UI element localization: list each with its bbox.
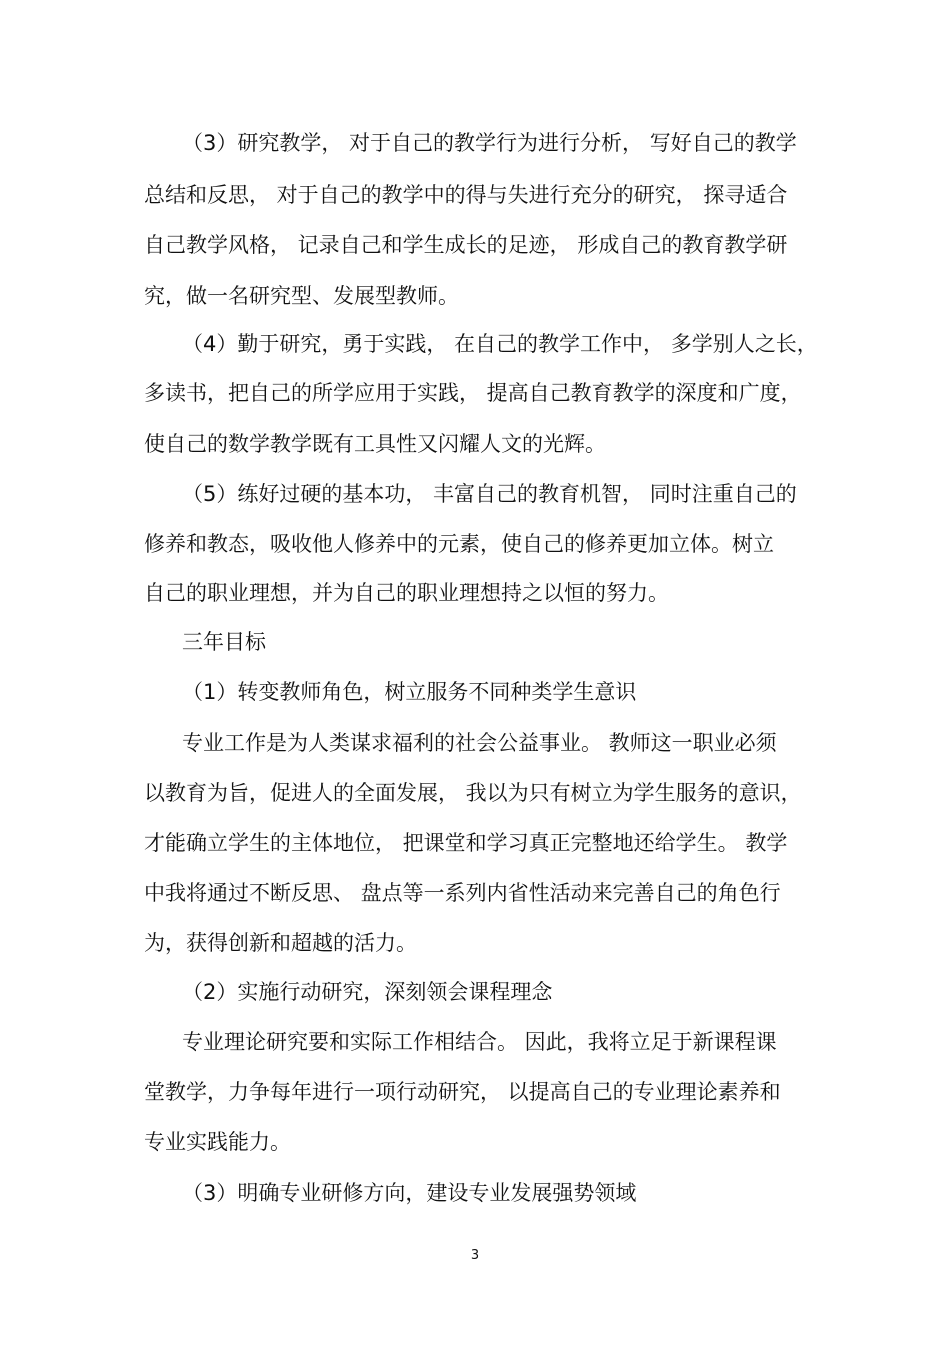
text-line: （3）研究教学， 对于自己的教学行为进行分析， 写好自己的教学	[182, 131, 797, 155]
text-line: 总结和反思， 对于自己的教学中的得与失进行充分的研究， 探寻适合	[144, 183, 788, 207]
text-line: 专业实践能力。	[144, 1130, 291, 1154]
page-number: 3	[470, 1248, 480, 1263]
subsection-heading: （1）转变教师角色，树立服务不同种类学生意识	[182, 680, 637, 704]
text-line: 修养和教态，吸收他人修养中的元素，使自己的修养更加立体。树立	[144, 532, 774, 556]
text-line: 使自己的数学教学既有工具性又闪耀人文的光辉。	[144, 432, 606, 456]
text-line: 多读书，把自己的所学应用于实践， 提高自己教育教学的深度和广度，	[144, 381, 802, 405]
section-heading: 三年目标	[182, 630, 266, 654]
text-line: 才能确立学生的主体地位， 把课堂和学习真正完整地还给学生。 教学	[144, 831, 788, 855]
text-line: 专业理论研究要和实际工作相结合。 因此，我将立足于新课程课	[182, 1030, 777, 1054]
text-line: 中我将通过不断反思、 盘点等一系列内省性活动来完善自己的角色行	[144, 881, 781, 905]
text-line: 专业工作是为人类谋求福利的社会公益事业。 教师这一职业必须	[182, 731, 777, 755]
subsection-heading: （2）实施行动研究，深刻领会课程理念	[182, 980, 553, 1004]
text-line: 以教育为旨，促进人的全面发展， 我以为只有树立为学生服务的意识，	[144, 781, 802, 805]
text-line: （4）勤于研究，勇于实践， 在自己的教学工作中， 多学别人之长，	[182, 332, 818, 356]
text-line: 自己教学风格， 记录自己和学生成长的足迹， 形成自己的教育教学研	[144, 233, 788, 257]
text-line: 自己的职业理想，并为自己的职业理想持之以恒的努力。	[144, 581, 669, 605]
subsection-heading: （3）明确专业研修方向，建设专业发展强势领域	[182, 1181, 637, 1205]
text-line: （5）练好过硬的基本功， 丰富自己的教育机智， 同时注重自己的	[182, 482, 797, 506]
text-line: 究，做一名研究型、发展型教师。	[144, 284, 459, 308]
text-line: 堂教学，力争每年进行一项行动研究， 以提高自己的专业理论素养和	[144, 1080, 781, 1104]
text-line: 为，获得创新和超越的活力。	[144, 931, 417, 955]
